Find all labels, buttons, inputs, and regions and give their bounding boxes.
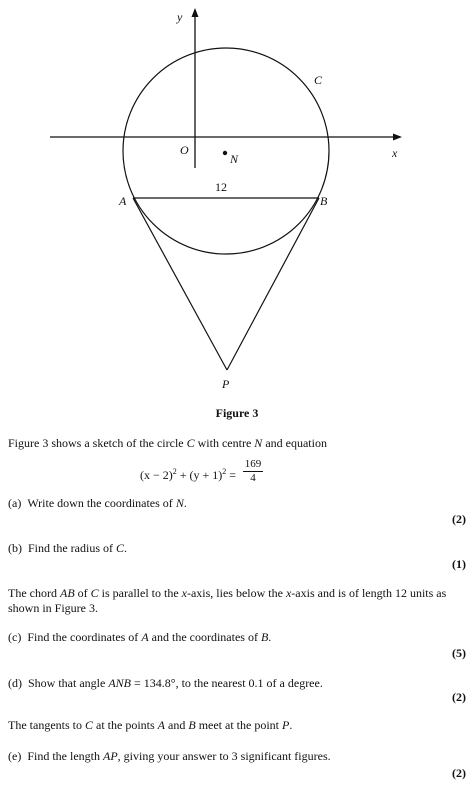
tangent-v3: B [188, 718, 196, 732]
question-a [8, 496, 468, 511]
tangent-v2: A [157, 718, 166, 732]
chord-length-label: 12 [215, 180, 227, 194]
y-axis-arrow [192, 8, 199, 17]
figure-caption: Figure 3 [215, 406, 259, 420]
tangent-t2: at the points [93, 718, 158, 732]
chord-v2: C [90, 586, 99, 600]
chord-v1: AB [59, 586, 75, 600]
question-e [8, 749, 468, 764]
question-d-label: (d) [8, 676, 22, 690]
question-b-marks: (1) [452, 557, 466, 571]
question-b-end: . [124, 541, 128, 555]
circle-label: C [314, 73, 323, 87]
question-a-text: Write down the coordinates of [27, 496, 176, 510]
intro-suffix: and equation [262, 436, 327, 450]
intro-circle: C [186, 436, 195, 450]
chord-t3: is parallel to the [98, 586, 182, 600]
centre-n-point [223, 151, 227, 155]
question-c-v2: B [260, 630, 269, 644]
equation-part2: + (y + 1) [176, 468, 223, 482]
equation-fraction [243, 458, 263, 485]
chord-t2: of [74, 586, 91, 600]
tangent-t4: meet at the point [195, 718, 282, 732]
question-c-t1: Find the coordinates of [27, 630, 142, 644]
circle-equation [0, 458, 474, 492]
intro-prefix: Figure 3 shows a sketch of the circle [8, 436, 187, 450]
question-c-end: . [268, 630, 272, 644]
point-b-label: B [320, 194, 328, 208]
question-c [8, 630, 468, 645]
question-a-var: N [175, 496, 184, 510]
question-c-v1: A [141, 630, 149, 644]
x-axis-arrow [393, 134, 402, 141]
tangent-bp [227, 198, 319, 370]
question-b-var: C [116, 541, 125, 555]
chord-t5: -axis and is of length 12 units as shown in Figure 3. [8, 586, 447, 615]
tangent-t5: . [289, 718, 293, 732]
chord-t1: The chord [8, 586, 60, 600]
origin-label: O [180, 143, 189, 157]
question-d-t2: = 134.8°, to the nearest 0.1 of a degree. [131, 676, 323, 690]
question-a-end: . [183, 496, 187, 510]
question-a-label: (a) [8, 496, 22, 510]
x-axis-label: x [392, 146, 398, 160]
question-d-marks: (2) [452, 690, 466, 704]
question-e-v1: AP [103, 749, 118, 763]
chord-paragraph [8, 586, 468, 616]
chord-v3: x [181, 586, 187, 600]
equation-exp1: 2 [172, 467, 177, 476]
tangent-t1: The tangents to [8, 718, 85, 732]
question-e-marks: (2) [452, 766, 466, 780]
question-c-label: (c) [8, 630, 22, 644]
tangent-v1: C [84, 718, 93, 732]
chord-t4: -axis, lies below the [186, 586, 286, 600]
y-axis-label: y [177, 10, 183, 24]
point-p-label: P [222, 377, 230, 391]
equation-numerator: 169 [244, 458, 262, 470]
question-c-marks: (5) [452, 646, 466, 660]
equation-part1: (x − 2) [140, 468, 173, 482]
question-c-t2: and the coordinates of [148, 630, 261, 644]
intro-middle: with centre [194, 436, 255, 450]
question-a-marks: (2) [452, 512, 466, 526]
equation-lhs [140, 467, 236, 483]
chord-v4: x [285, 586, 292, 600]
intro-text [8, 436, 468, 451]
circle-c [123, 48, 329, 254]
question-b-text: Find the radius of [28, 541, 116, 555]
tangent-ap [133, 198, 227, 370]
question-e-t1: Find the length [27, 749, 103, 763]
tangent-v4: P [282, 718, 290, 732]
question-d [8, 676, 468, 691]
question-e-t2: , giving your answer to 3 significant figures. [117, 749, 331, 763]
point-a-label: A [119, 194, 127, 208]
centre-label: N [230, 152, 239, 166]
question-d-v1: ANB [108, 676, 131, 690]
question-b [8, 541, 468, 556]
equation-denominator: 4 [250, 472, 256, 484]
tangent-paragraph [8, 718, 468, 733]
question-d-t1: Show that angle [28, 676, 109, 690]
tangent-t3: and [165, 718, 189, 732]
intro-centre: N [254, 436, 263, 450]
equation-part3: = [226, 468, 237, 482]
equation-exp2: 2 [222, 467, 227, 476]
question-b-label: (b) [8, 541, 22, 555]
question-e-label: (e) [8, 749, 22, 763]
